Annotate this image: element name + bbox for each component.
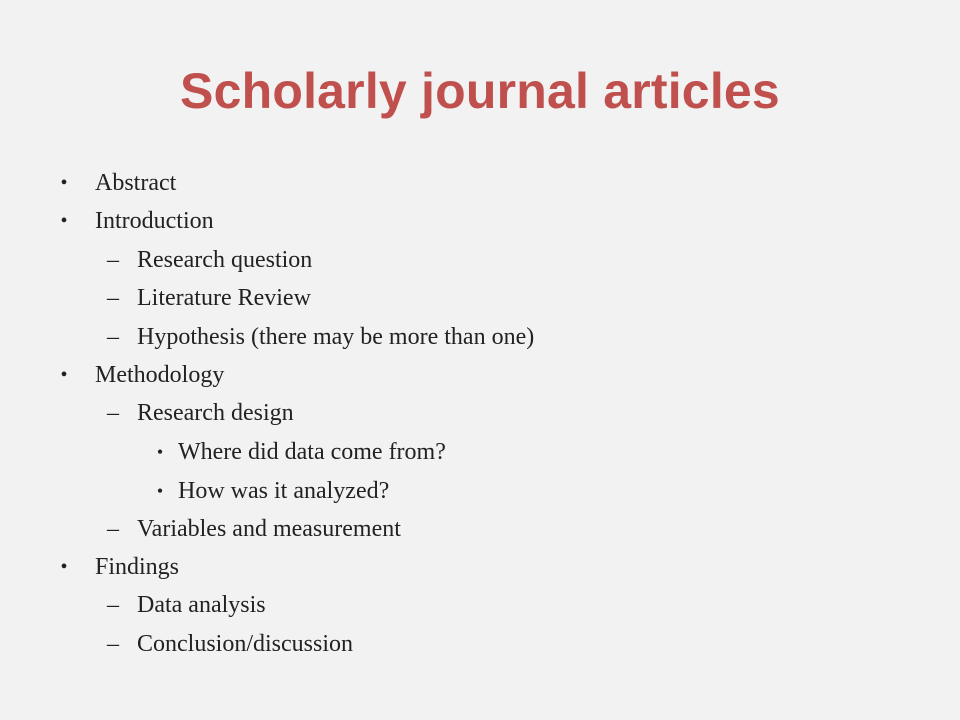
dash-marker: – <box>107 592 119 618</box>
bullet-text: Introduction <box>95 208 214 234</box>
sub-item-text: Variables and measurement <box>137 516 401 542</box>
sub-item-text: Hypothesis (there may be more than one) <box>137 324 535 350</box>
dash-marker: – <box>107 516 119 542</box>
dash-marker: – <box>107 400 119 426</box>
sub-item-text: Data analysis <box>137 592 266 618</box>
dash-marker: – <box>107 324 119 350</box>
dash-marker: – <box>107 631 119 657</box>
bullet-marker: • <box>60 364 68 386</box>
sub-item-text: Research design <box>137 400 294 426</box>
sub-item-text: Research question <box>137 247 313 273</box>
sub-item-text: Conclusion/discussion <box>137 631 354 657</box>
sub-sub-item-text: How was it analyzed? <box>178 478 390 504</box>
dash-marker: – <box>107 285 119 311</box>
slide-title: Scholarly journal articles <box>180 63 780 119</box>
bullet-text: Methodology <box>95 362 225 388</box>
bullet-marker: • <box>60 556 68 578</box>
bullet-text: Findings <box>95 554 180 580</box>
sub-sub-item-text: Where did data come from? <box>178 439 446 465</box>
bullet-marker: • <box>60 172 68 194</box>
dash-marker: – <box>107 247 119 273</box>
bullet-marker: • <box>156 481 164 501</box>
sub-item-text: Literature Review <box>137 285 311 311</box>
bullet-text: Abstract <box>95 170 177 196</box>
bullet-marker: • <box>156 442 164 462</box>
bullet-marker: • <box>60 210 68 232</box>
